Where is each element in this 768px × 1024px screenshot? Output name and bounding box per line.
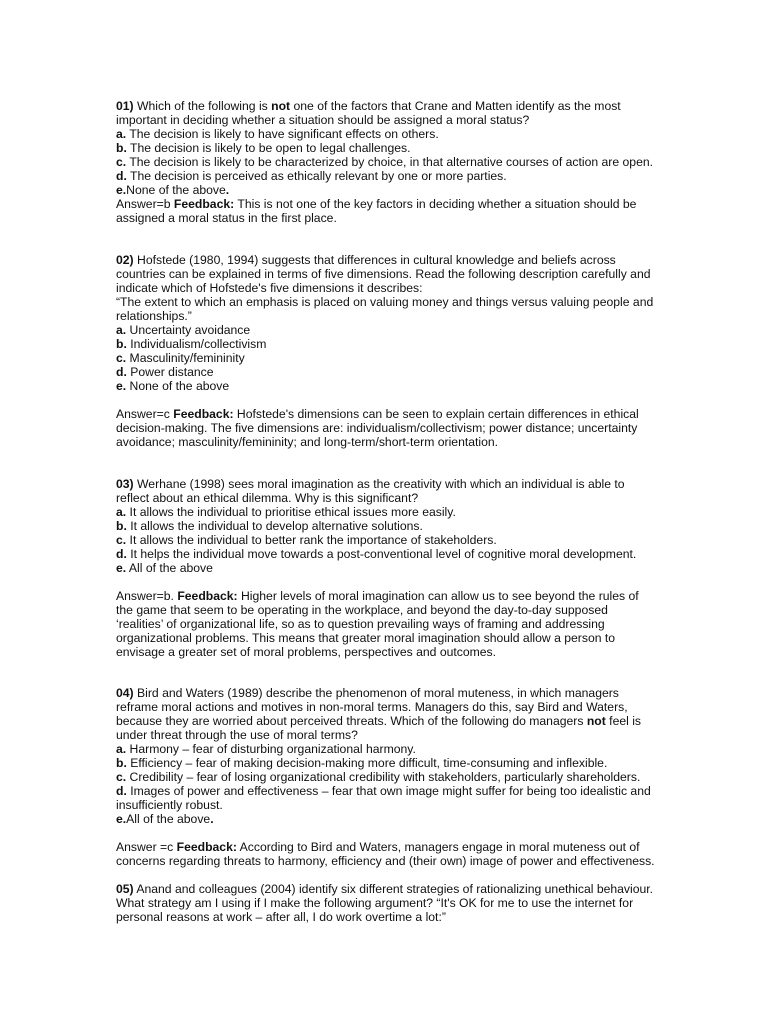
option-c: c. Masculinity/femininity bbox=[116, 351, 245, 365]
option-a: a. It allows the individual to prioritise ethical issues more easily. bbox=[116, 505, 456, 519]
question-1 bbox=[116, 99, 656, 225]
option-a: a. The decision is likely to have significant effects on others. bbox=[116, 127, 439, 141]
option-c: c. It allows the individual to better rank the importance of stakeholders. bbox=[116, 533, 497, 547]
question-3-stem: 03) Werhane (1998) sees moral imagination as the creativity with which an individual is able to reflect about an ethical dilemma. Why is this significant? bbox=[116, 477, 625, 505]
option-e: e. None of the above bbox=[116, 379, 230, 393]
option-d: d. Power distance bbox=[116, 365, 214, 379]
option-b: b. The decision is likely to be open to legal challenges. bbox=[116, 141, 411, 155]
question-5-stem: 05) Anand and colleagues (2004) identify six different strategies of rationalizing unethical behaviour. What strategy am I using if I make the following argument? “It's OK for me to use the internet for personal reasons at work – after all, I do work overtime a lot:” bbox=[116, 882, 654, 924]
option-a: a. Uncertainty avoidance bbox=[116, 323, 251, 337]
question-1-stem: 01) Which of the following is not one of the factors that Crane and Matten identify as the most important in deciding whether a situation should be assigned a moral status? bbox=[116, 99, 621, 127]
option-d: d. It helps the individual move towards a post-conventional level of cognitive moral development. bbox=[116, 547, 637, 561]
option-b: b. Efficiency – fear of making decision-making more difficult, time-consuming and inflexible. bbox=[116, 756, 608, 770]
question-number: 03) bbox=[116, 477, 134, 491]
option-d: d. Images of power and effectiveness – fear that own image might suffer for being too idealistic and insufficiently robust. bbox=[116, 784, 651, 812]
option-c: c. The decision is likely to be characterized by choice, in that alternative courses of action are open. bbox=[116, 155, 654, 169]
question-3 bbox=[116, 477, 656, 659]
question-2 bbox=[116, 253, 656, 449]
question-2-stem: 02) Hofstede (1980, 1994) suggests that differences in cultural knowledge and beliefs across countries can be explained in terms of five dimensions. Read the following description carefully and indicate which of Hofstede's five dimensions it describes: bbox=[116, 253, 651, 295]
option-c: c. Credibility – fear of losing organizational credibility with stakeholders, particularly shareholders. bbox=[116, 770, 641, 784]
option-a: a. Harmony – fear of disturbing organizational harmony. bbox=[116, 742, 416, 756]
question-4 bbox=[116, 686, 656, 868]
option-b: b. It allows the individual to develop alternative solutions. bbox=[116, 519, 423, 533]
option-e: e.All of the above. bbox=[116, 812, 214, 826]
question-number: 04) bbox=[116, 686, 134, 700]
answer-feedback: Answer=b. Feedback: Higher levels of moral imagination can allow us to see beyond the rules of the game that seem to be operating in the workplace, and beyond the day-to-day supposed ‘realities’ of organizational life, so as to question prevailing ways of framing and addressing organizational problems. This means that greater moral imagination should allow a person to envisage a greater set of moral problems, perspectives and outcomes. bbox=[116, 589, 639, 659]
answer-feedback: Answer=c Feedback: Hofstede's dimensions can be seen to explain certain differences in ethical decision-making. The five dimensions are: individualism/collectivism; power distance; uncertainty avoidance; masculinity/femininity; and long-term/short-term orientation. bbox=[116, 407, 639, 449]
question-4-stem: 04) Bird and Waters (1989) describe the phenomenon of moral muteness, in which managers reframe moral actions and motives in non-moral terms. Managers do this, say Bird and Waters, because they are worried about perceived threats. Which of the following do managers not feel is under threat through the use of moral terms? bbox=[116, 686, 642, 742]
option-e: e.None of the above. bbox=[116, 183, 230, 197]
answer-feedback: Answer =c Feedback: According to Bird and Waters, managers engage in moral muteness out of concerns regarding threats to harmony, efficiency and (their own) image of power and effectiveness. bbox=[116, 840, 655, 868]
question-2-quote: “The extent to which an emphasis is placed on valuing money and things versus valuing people and relationships.” bbox=[116, 295, 654, 323]
answer-feedback: Answer=b Feedback: This is not one of the key factors in deciding whether a situation should be assigned a moral status in the first place. bbox=[116, 197, 637, 225]
option-d: d. The decision is perceived as ethically relevant by one or more parties. bbox=[116, 169, 507, 183]
question-number: 05) bbox=[116, 882, 134, 896]
option-b: b. Individualism/collectivism bbox=[116, 337, 267, 351]
question-number: 01) bbox=[116, 99, 134, 113]
option-e: e. All of the above bbox=[116, 561, 213, 575]
question-number: 02) bbox=[116, 253, 134, 267]
question-5 bbox=[116, 882, 656, 924]
